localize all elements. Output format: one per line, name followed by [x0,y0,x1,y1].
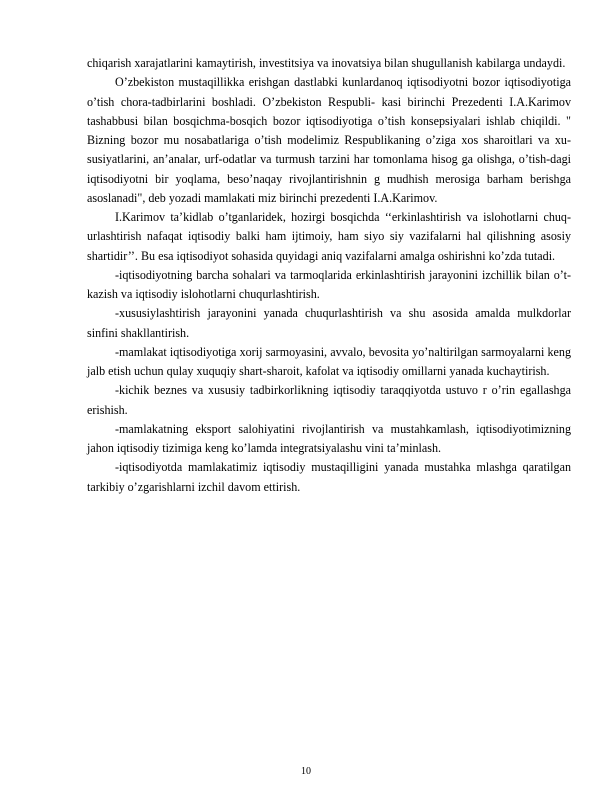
page-number: 10 [301,766,311,777]
paragraph-7: -kichik beznes va xususiy tadbirkorlikning iqtisodiy taraqqiyotda ustuvo r o’rin egallashga erishish. [87,383,571,417]
paragraph-1: chiqarish xarajatlarini kamaytirish, investitsiya va inovatsiya bilan shugullanish kabilarga undaydi. [87,56,566,70]
paragraph-4: -iqtisodiyotning barcha sohalari va tarmoqlarida erkinlashtirish jarayonini izchillik bilan o’t-kazish va iqtisodiy islohotlarni chuqurlashtirish. [87,267,571,301]
body-text [87,54,571,497]
paragraph-3: I.Karimov ta’kidlab o’tganlaridek, hozirgi bosqichda ‘‘erkinlashtirish va islohotlarni chuq-urlashtirish nafaqat iqtisodiy balki ham ijtimoiy, ham siyo siy vazifalarni hal qilishning asosiy shartidir’’. Bu esa iqtisodiyot sohasida quyidagi aniq vazifalarni amalga oshirishni ko’zda tutadi. [87,210,571,263]
paragraph-5: -xususiylashtirish jarayonini yanada chuqurlashtirish va shu asosida amalda mulkdorlar sinfini shakllantirish. [87,306,571,340]
paragraph-6: -mamlakat iqtisodiyotiga xorij sarmoyasini, avvalo, bevosita yo’naltirilgan sarmoyalarni keng jalb etish uchun qulay xuquqiy shart-sharoit, kafolat va iqtisodiy omillarni yanada kuchaytirish. [87,344,571,378]
paragraph-9: -iqtisodiyotda mamlakatimiz iqtisodiy mustaqilligini yanada mustahka mlashga qaratilgan tarkibiy o’zgarishlarni izchil davom ettirish. [87,460,571,494]
paragraph-8: -mamlakatning eksport salohiyatini rivojlantirish va mustahkamlash, iqtisodiyotimizning jahon iqtisodiy tizimiga keng ko’lamda integratsiyalashu vini ta’minlash. [87,421,571,455]
paragraph-2: O’zbekiston mustaqillikka erishgan dastlabki kunlardanoq iqtisodiyotni bozor iqtisodiyotiga o’tish chora-tadbirlarini boshladi. O’zbekiston Respubli- kasi birinchi Prezedenti I.A.Karimov tashabbusi bilan bosqichma-bosqich bozor iqtisodiyotiga o’tish konsepsiyalari ishlab chiqildi. " Bizning bozor mu nosabatlariga o’tish modelimiz Respublikaning o’ziga xos sharoitlari va xu-susiyatlarini, an’analar, urf-odatlar va turmush tarzini har tomonlama hisog ga olishga, o’tish-dagi iqtisodiyotni bir yoqlama, beso’naqay rivojlantirishnin g mudhish merosiga barham berishga asoslanadi", deb yozadi mamlakati miz birinchi prezedenti I.A.Karimov. [87,75,571,205]
